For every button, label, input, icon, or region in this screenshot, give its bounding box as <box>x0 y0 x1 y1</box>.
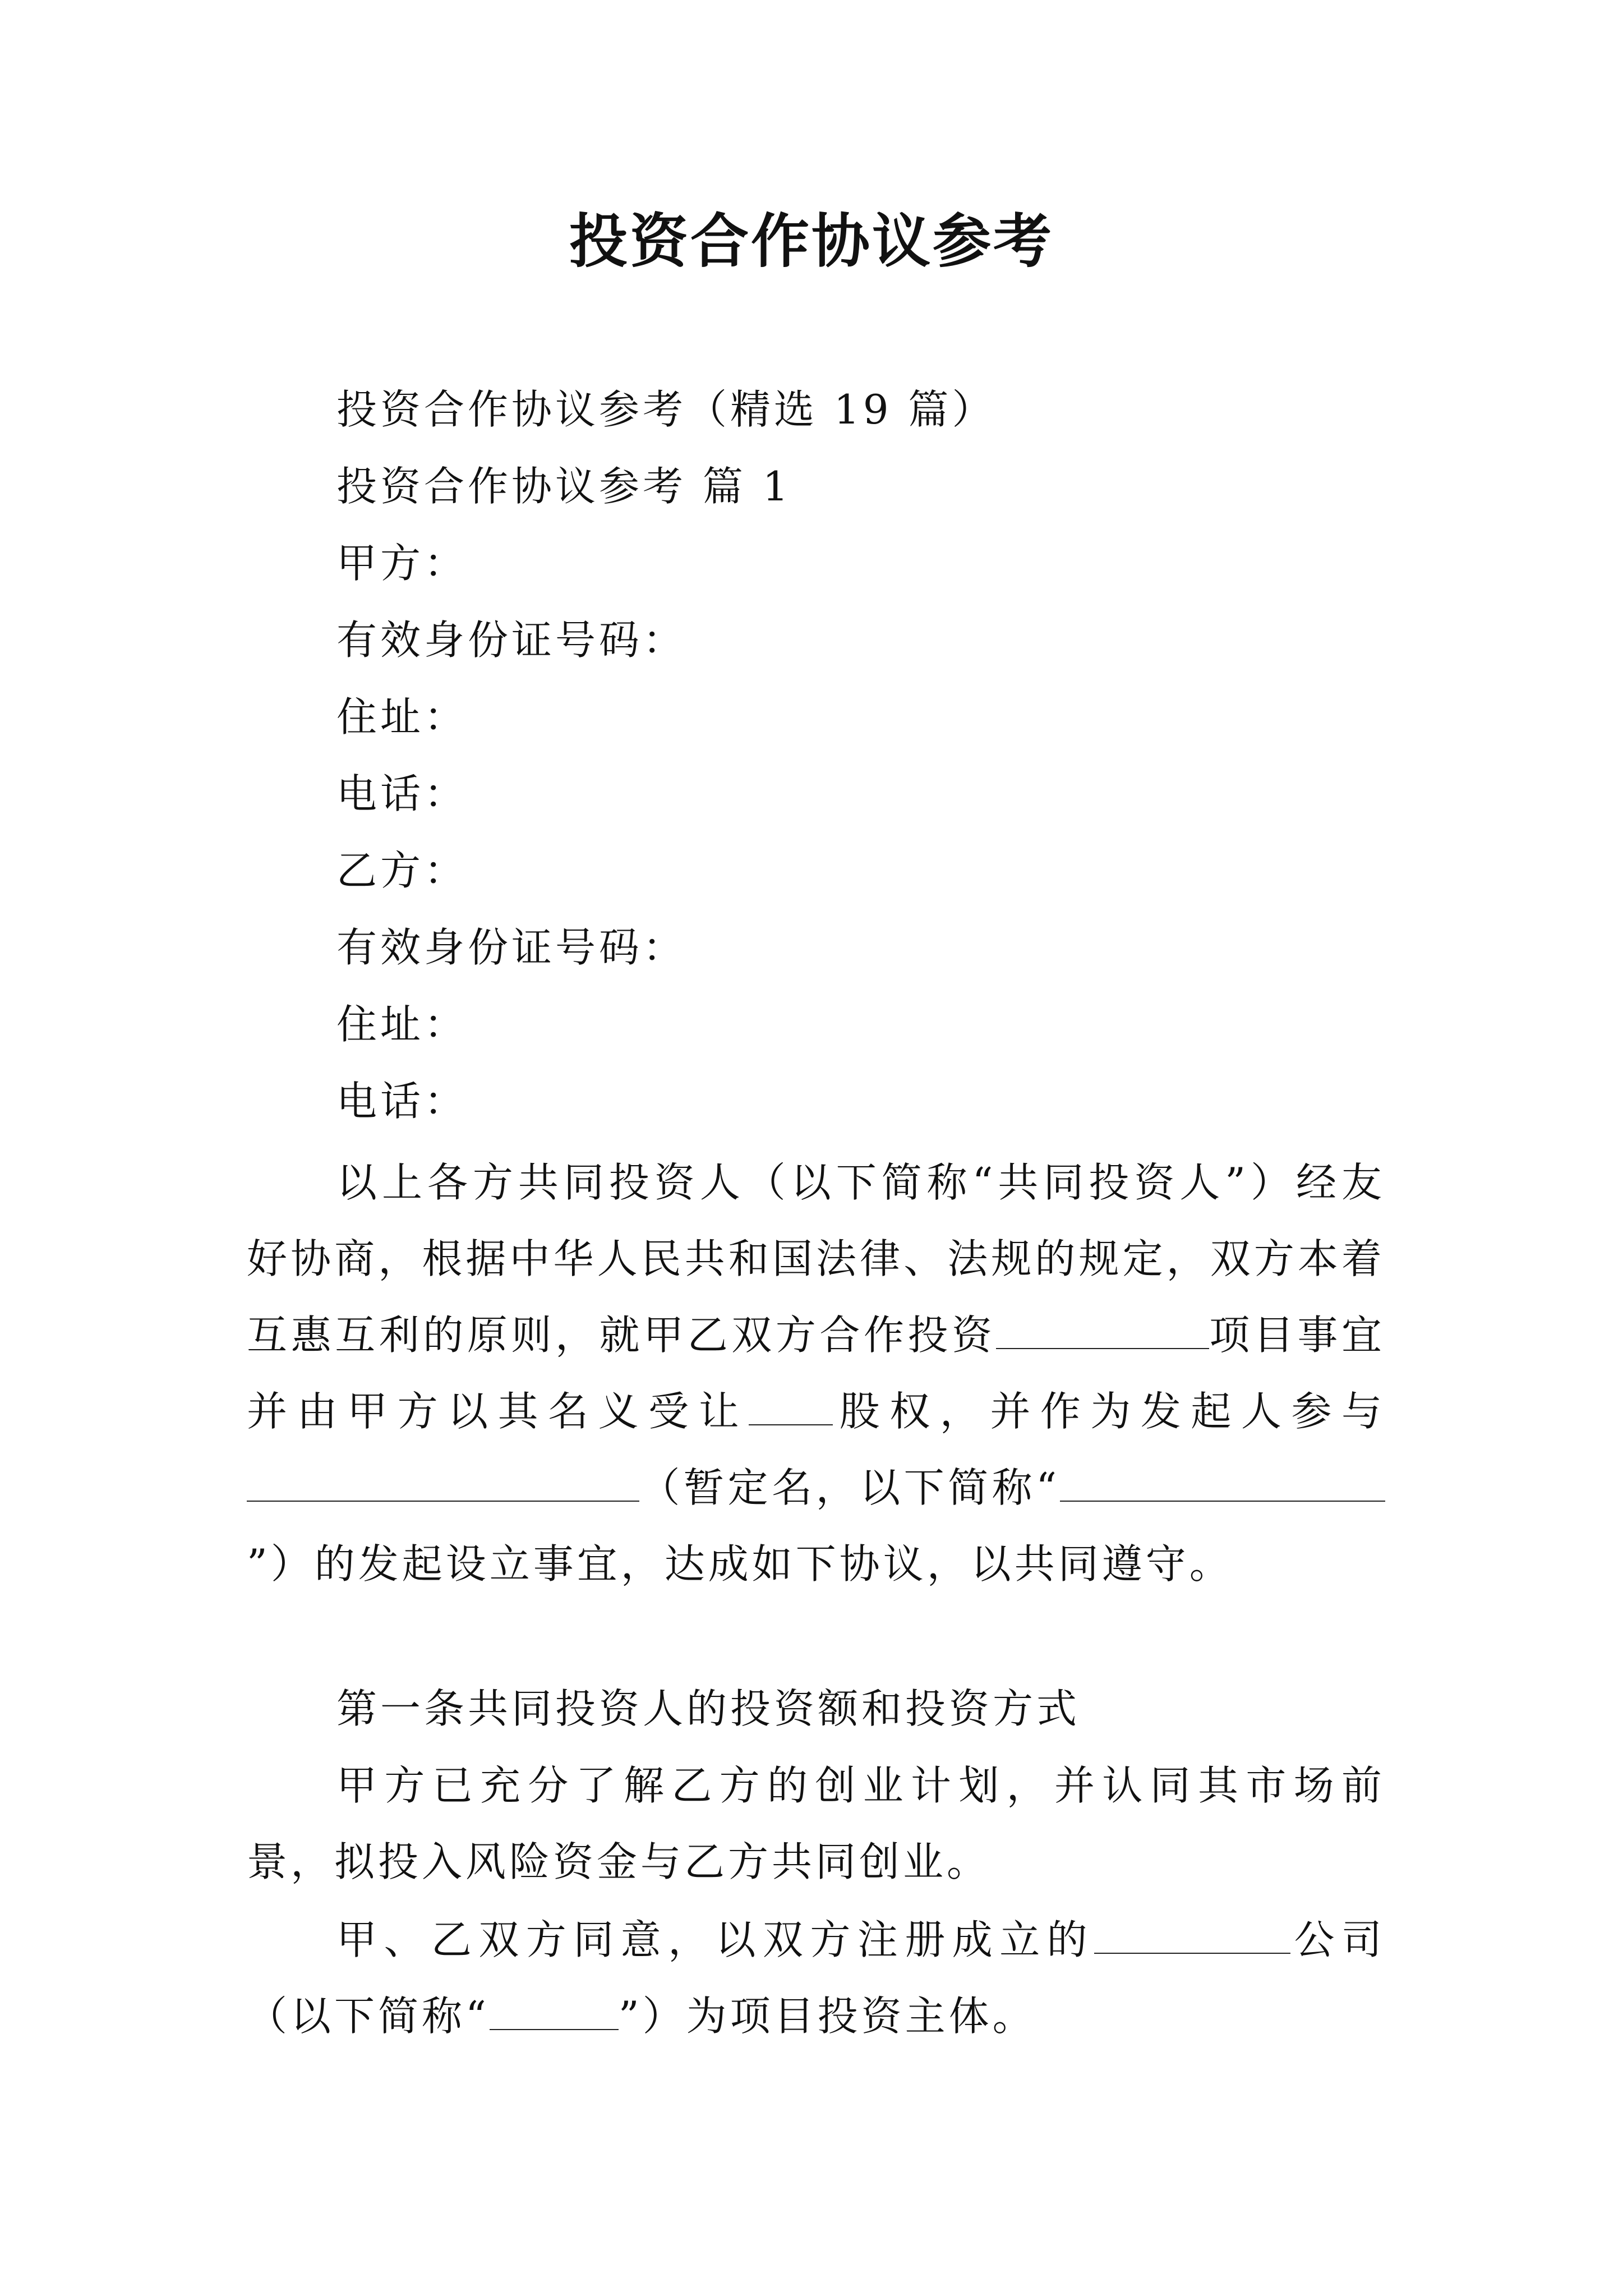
article-1-text-3: ”）为项目投资主体。 <box>618 1993 1036 2040</box>
section-heading: 投资合作协议参考 篇 1 <box>336 463 792 510</box>
party-a-address-label: 住址： <box>336 693 468 740</box>
party-a-id-label: 有效身份证号码： <box>336 616 687 664</box>
article-1-text-1: 甲、乙双方同意，以双方注册成立的 <box>336 1916 1095 1963</box>
company-name-blank <box>247 1469 639 1502</box>
registered-company-blank <box>1094 1921 1290 1954</box>
intro-text-2: 项目事宜并由甲方以其名义受让 <box>247 1312 1385 1435</box>
intro-text-4: （暂定名，以下简称“ <box>639 1464 1060 1511</box>
project-name-blank <box>996 1317 1209 1349</box>
party-b-id-label: 有效身份证号码： <box>336 924 687 971</box>
article-1-heading: 第一条共同投资人的投资额和投资方式 <box>336 1685 1081 1732</box>
party-a-phone-label: 电话： <box>336 770 468 817</box>
party-b-label: 乙方： <box>336 847 468 894</box>
equity-blank <box>749 1393 833 1425</box>
party-b-address-label: 住址： <box>336 1001 468 1048</box>
article-1-text-2: 公司（以下简称“ <box>247 1916 1385 2040</box>
document-subtitle: 投资合作协议参考（精选 19 篇） <box>336 386 996 433</box>
intro-text-1: 以上各方共同投资人（以下简称“共同投资人”）经友好协商，根据中华人民共和国法律、法规的规定，双方本着互惠互利的原则，就甲乙双方合作投资 <box>247 1159 1385 1359</box>
company-short-name-blank <box>490 1998 619 2030</box>
party-b-phone-label: 电话： <box>336 1078 468 1125</box>
article-1-paragraph-2 <box>247 1902 1385 2054</box>
party-a-label: 甲方： <box>336 540 468 587</box>
short-name-blank <box>1060 1469 1385 1502</box>
document-title: 投资合作协议参考 <box>569 206 1054 275</box>
intro-text-3: 股权，并作为发起人参与 <box>833 1388 1385 1435</box>
intro-paragraph <box>247 1144 1385 1602</box>
article-1-paragraph-1: 甲方已充分了解乙方的创业计划，并认同其市场前景，拟投入风险资金与乙方共同创业。 <box>247 1762 1385 1885</box>
intro-text-5: ”）的发起设立事宜，达成如下协议，以共同遵守。 <box>247 1540 1233 1588</box>
